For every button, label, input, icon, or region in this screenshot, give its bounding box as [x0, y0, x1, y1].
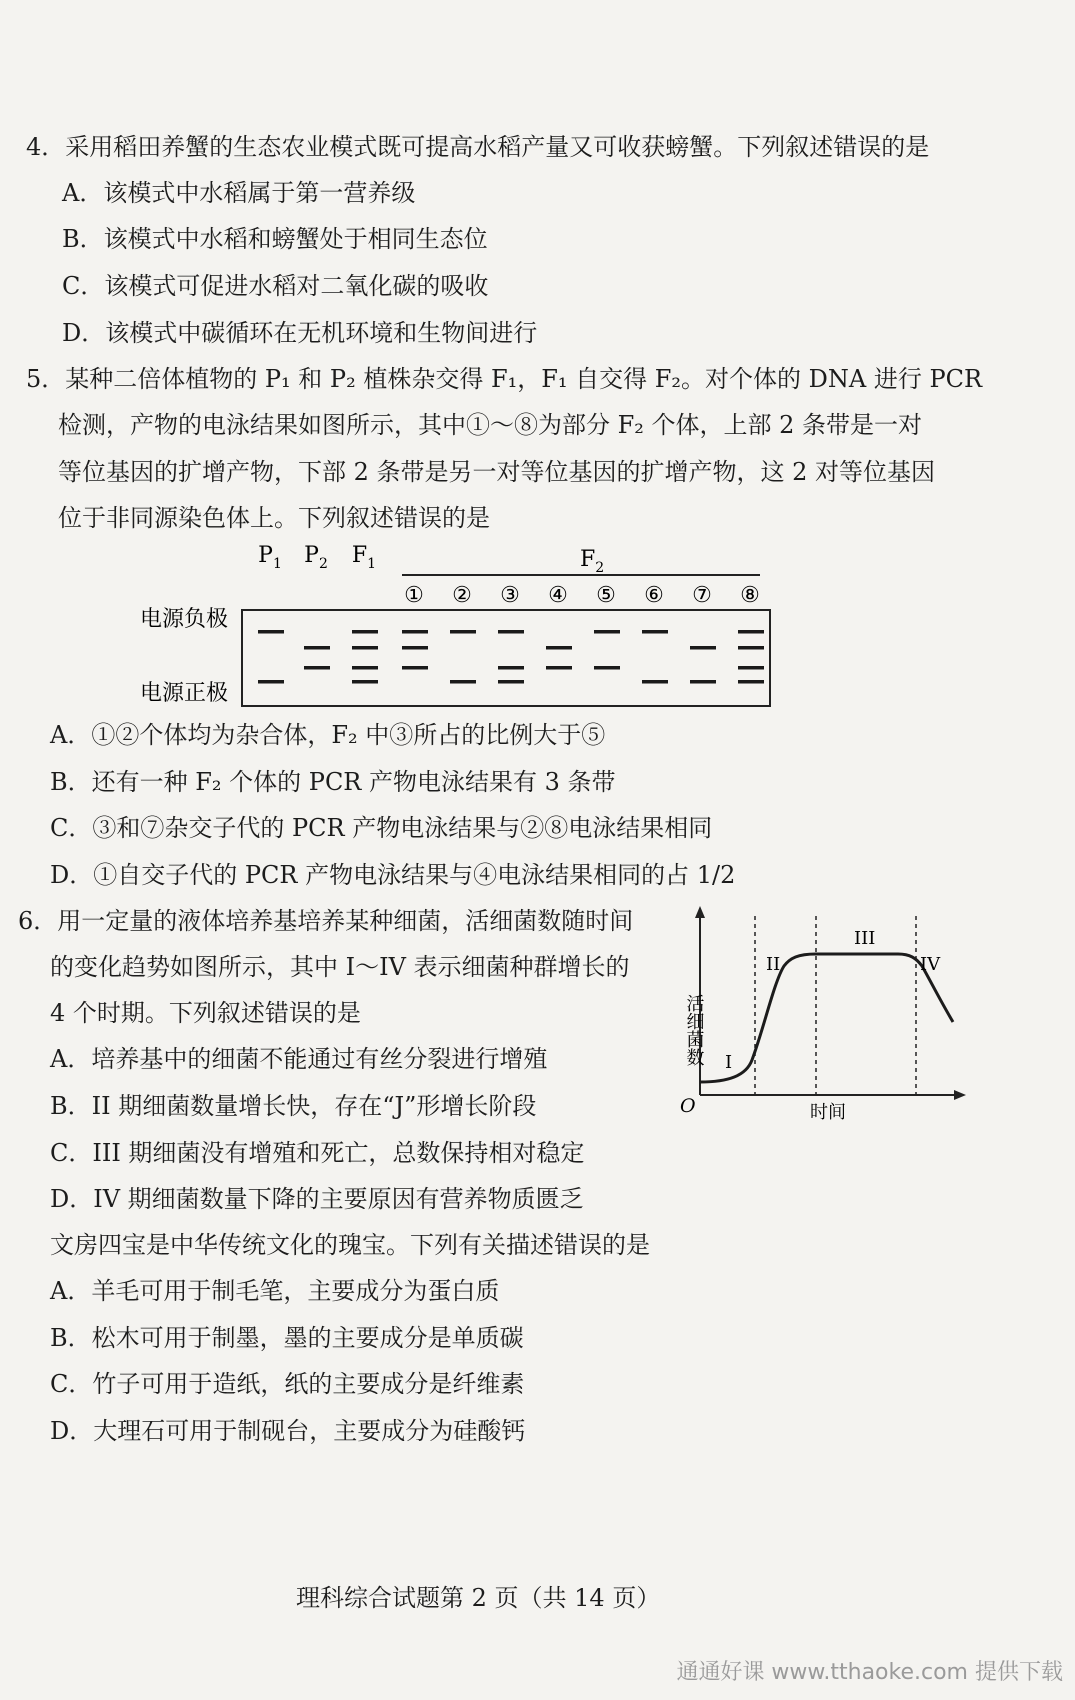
q4-option-d: D．该模式中碳循环在无机环境和生物间进行 — [62, 319, 538, 347]
x-axis-arrow-icon — [954, 1090, 966, 1100]
gel-band — [546, 666, 572, 670]
q4-option-c: C．该模式可促进水稻对二氧化碳的吸收 — [62, 272, 489, 300]
f2-group-label: $F_2$ — [580, 547, 605, 576]
gel-band — [450, 680, 476, 684]
gel-lane-label-10: ⑦ — [692, 583, 712, 608]
gel-band — [352, 646, 378, 650]
q6-option-a: A．培养基中的细菌不能通过有丝分裂进行增殖 — [50, 1045, 548, 1073]
q6-option-c: C．III 期细菌没有增殖和死亡，总数保持相对稳定 — [50, 1139, 585, 1167]
y-axis-label: 活细菌数 — [683, 994, 705, 1066]
gel-band — [642, 680, 668, 684]
q5-option-a: A．①②个体均为杂合体，F₂ 中③所占的比例大于⑤ — [50, 721, 606, 749]
negative-electrode-label: 电源负极 — [140, 607, 229, 632]
q5-stem-line4: 位于非同源染色体上。下列叙述错误的是 — [58, 504, 490, 532]
gel-band — [402, 630, 428, 634]
site-watermark: 通通好课 www.tthaoke.com 提供下载 — [676, 1660, 1063, 1685]
gel-band — [258, 630, 284, 634]
phase-label-iii: III — [854, 928, 876, 949]
gel-lane-label-1: $P_1$ — [258, 543, 282, 572]
gel-lane-label-6: ③ — [500, 583, 520, 608]
gel-frame — [242, 610, 770, 706]
q7-option-c: C．竹子可用于造纸，纸的主要成分是纤维素 — [50, 1370, 525, 1398]
gel-band — [546, 646, 572, 650]
gel-lane-label-11: ⑧ — [740, 583, 760, 608]
q4-option-b: B．该模式中水稻和螃蟹处于相同生态位 — [62, 225, 488, 253]
q5-option-d: D．①自交子代的 PCR 产物电泳结果与④电泳结果相同的占 1/2 — [50, 861, 736, 889]
q7-option-a: A．羊毛可用于制毛笔，主要成分为蛋白质 — [50, 1277, 500, 1305]
gel-band — [594, 630, 620, 634]
q6-stem-line3: 4 个时期。下列叙述错误的是 — [50, 999, 361, 1027]
q5-stem-line3: 等位基因的扩增产物，下部 2 条带是另一对等位基因的扩增产物，这 2 对等位基因 — [58, 458, 936, 486]
q4-option-a: A．该模式中水稻属于第一营养级 — [62, 179, 416, 207]
q7-option-d: D．大理石可用于制砚台，主要成分为硅酸钙 — [50, 1417, 526, 1445]
phase-label-i: I — [725, 1052, 733, 1073]
gel-band — [352, 666, 378, 670]
gel-band — [498, 666, 524, 670]
gel-band — [738, 630, 764, 634]
q6-option-b: B．II 期细菌数量增长快，存在“J”形增长阶段 — [50, 1092, 537, 1120]
gel-band — [402, 646, 428, 650]
gel-lane-label-8: ⑤ — [596, 583, 616, 608]
gel-band — [258, 680, 284, 684]
gel-lane-label-9: ⑥ — [644, 583, 664, 608]
origin-label: O — [680, 1095, 696, 1117]
growth-curve-figure — [640, 900, 970, 1125]
q6-option-d: D．IV 期细菌数量下降的主要原因有营养物质匮乏 — [50, 1185, 584, 1213]
gel-band — [304, 646, 330, 650]
gel-band — [498, 630, 524, 634]
gel-band — [304, 666, 330, 670]
q5-stem-line1: 5．某种二倍体植物的 P₁ 和 P₂ 植株杂交得 F₁，F₁ 自交得 F₂。对个体的 DNA 进行 PCR — [26, 365, 983, 393]
gel-band — [450, 630, 476, 634]
gel-band — [690, 646, 716, 650]
phase-label-ii: II — [766, 954, 781, 975]
q6-stem-line2: 的变化趋势如图所示，其中 I～IV 表示细菌种群增长的 — [50, 953, 630, 981]
gel-band — [738, 666, 764, 670]
gel-bands — [258, 630, 764, 684]
q7-option-b: B．松木可用于制墨，墨的主要成分是单质碳 — [50, 1324, 524, 1352]
gel-lane-label-7: ④ — [548, 583, 568, 608]
positive-electrode-label: 电源正极 — [140, 681, 229, 706]
gel-band — [642, 630, 668, 634]
q5-option-c: C．③和⑦杂交子代的 PCR 产物电泳结果与②⑧电泳结果相同 — [50, 814, 713, 842]
growth-curve — [700, 954, 953, 1082]
electrophoresis-figure — [130, 540, 780, 720]
gel-lane-label-2: $P_2$ — [304, 543, 328, 572]
gel-band — [738, 646, 764, 650]
gel-lane-label-5: ② — [452, 583, 472, 608]
page-footer: 理科综合试题第 2 页（共 14 页） — [296, 1584, 661, 1612]
gel-band — [738, 680, 764, 684]
gel-lane-label-3: $F_1$ — [351, 543, 377, 572]
q6-stem-line1: 6．用一定量的液体培养基培养某种细菌，活细菌数随时间 — [18, 907, 634, 935]
x-axis-label: 时间 — [810, 1102, 846, 1123]
gel-band — [402, 666, 428, 670]
phase-label-iv: IV — [920, 954, 941, 975]
gel-band — [352, 630, 378, 634]
gel-band — [352, 680, 378, 684]
y-axis-arrow-icon — [695, 906, 705, 918]
q5-option-b: B．还有一种 F₂ 个体的 PCR 产物电泳结果有 3 条带 — [50, 768, 616, 796]
q5-stem-line2: 检测，产物的电泳结果如图所示，其中①～⑧为部分 F₂ 个体，上部 2 条带是一对 — [58, 411, 923, 439]
gel-lane-label-4: ① — [404, 583, 424, 608]
q4-stem: 4．采用稻田养蟹的生态农业模式既可提高水稻产量又可收获螃蟹。下列叙述错误的是 — [26, 133, 930, 161]
gel-band — [594, 666, 620, 670]
q7-stem: 文房四宝是中华传统文化的瑰宝。下列有关描述错误的是 — [50, 1231, 650, 1259]
gel-band — [690, 680, 716, 684]
gel-band — [498, 680, 524, 684]
